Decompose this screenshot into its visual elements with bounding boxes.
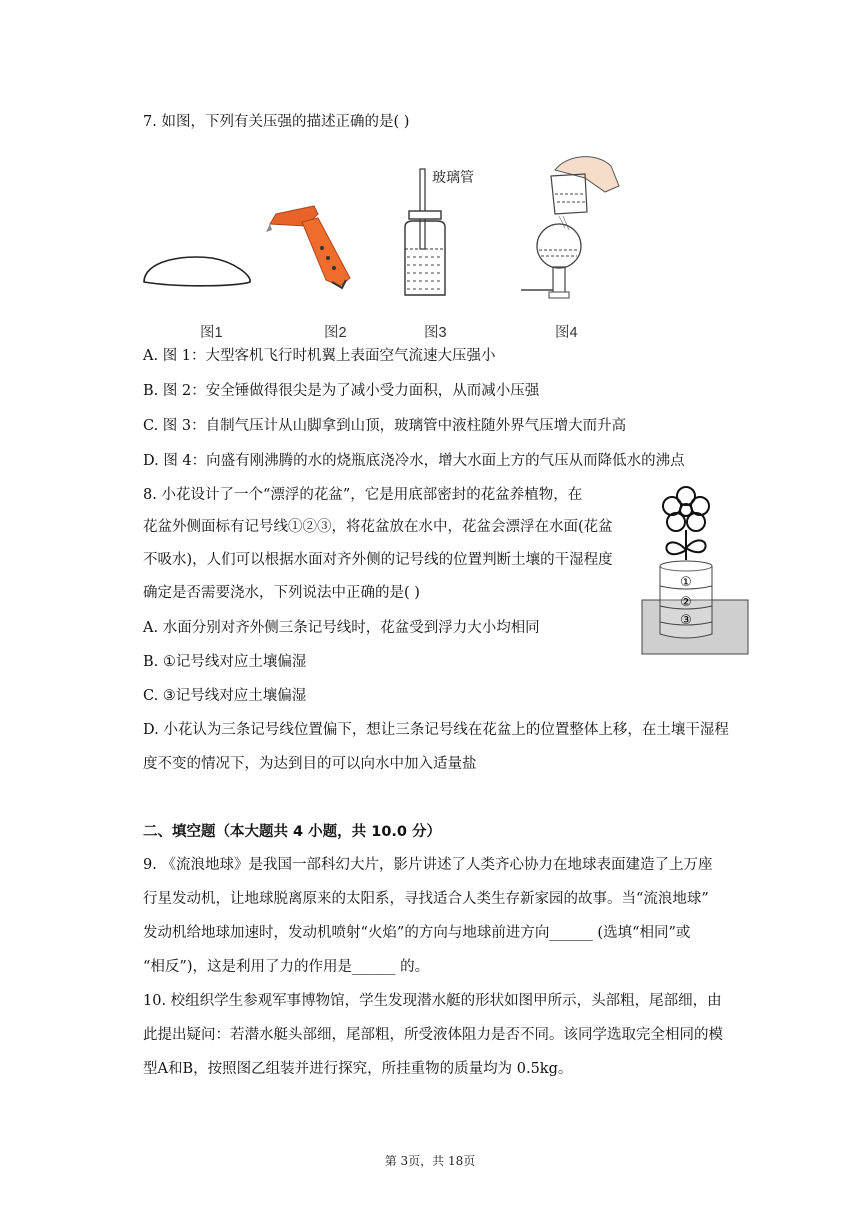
q8-option-c: C. ③记号线对应土壤偏湿: [143, 688, 307, 704]
mark-1: ①: [680, 575, 692, 590]
fig3-label: 图3: [424, 325, 447, 341]
q9-line3: 发动机给地球加速时，发动机喷射“火焰”的方向与地球前进方向______ (选填“相同”或: [143, 925, 691, 941]
q7-option-b: B. 图 2：安全锤做得很尖是为了减小受力面积，从而减小压强: [143, 383, 540, 399]
section-title: 二、填空题（本大题共 4 小题，共 10.0 分）: [143, 824, 442, 840]
q9-line1: 9. 《流浪地球》是我国一部科幻大片，影片讲述了人类齐心协力在地球表面建造了上万座: [143, 857, 713, 873]
q7-option-d: D. 图 4：向盛有刚沸腾的水的烧瓶底浇冷水，增大水面上方的气压从而降低水的沸点: [143, 453, 685, 469]
q9-line2: 行星发动机，让地球脱离原来的太阳系，寻找适合人类生存新家园的故事。当“流浪地球”: [143, 891, 709, 907]
fig1-wing-diagram: [140, 250, 255, 295]
mark-3: ③: [680, 613, 692, 628]
q8-option-d-line2: 度不变的情况下，为达到目的可以向水中加入适量盐: [143, 756, 477, 772]
q7-option-c: C. 图 3：自制气压计从山脚拿到山顶，玻璃管中液柱随外界气压增大而升高: [143, 418, 627, 434]
mark-2: ②: [680, 595, 692, 610]
fig4-flask-pouring: [515, 150, 635, 310]
q8-stem-line3: 不吸水)，人们可以根据水面对齐外侧的记号线的位置判断土壤的干湿程度: [143, 552, 613, 568]
q8-stem-line4: 确定是否需要浇水，下列说法中正确的是( ): [143, 585, 420, 601]
q8-stem-line1: 8. 小花设计了一个“漂浮的花盆”，它是用底部密封的花盆养植物，在: [143, 487, 583, 503]
q8-option-b: B. ①记号线对应土壤偏湿: [143, 654, 307, 670]
fig2-label: 图2: [324, 325, 347, 341]
q10-line1: 10. 校组织学生参观军事博物馆，学生发现潜水艇的形状如图甲所示，头部粗，尾部细，由: [143, 993, 722, 1009]
fig2-safety-hammer: [262, 192, 362, 292]
q9-line4: “相反”)，这是利用了力的作用是______ 的。: [143, 959, 430, 975]
q7-option-a: A. 图 1：大型客机飞行时机翼上表面空气流速大压强小: [143, 348, 496, 364]
q7-stem: 7. 如图，下列有关压强的描述正确的是( ): [143, 114, 410, 130]
fig3-tube-label: 玻璃管: [432, 170, 474, 186]
q8-option-d-line1: D. 小花认为三条记号线位置偏下，想让三条记号线在花盆上的位置整体上移，在土壤干湿程: [143, 722, 729, 738]
page-number: 第 3页，共 18页: [384, 1154, 476, 1168]
floating-flowerpot-figure: [640, 482, 752, 658]
fig1-label: 图1: [200, 325, 223, 341]
q10-line3: 型A和B，按照图乙组装并进行探究，所挂重物的质量均为 0.5kg。: [143, 1061, 573, 1077]
q8-option-a: A. 水面分别对齐外侧三条记号线时，花盆受到浮力大小均相同: [143, 620, 540, 636]
q10-line2: 此提出疑问：若潜水艇头部细，尾部粗，所受液体阻力是否不同。该同学选取完全相同的模: [143, 1027, 723, 1043]
fig4-label: 图4: [555, 325, 578, 341]
q8-stem-line2: 花盆外侧面标有记号线①②③，将花盆放在水中，花盆会漂浮在水面(花盆: [143, 519, 613, 535]
